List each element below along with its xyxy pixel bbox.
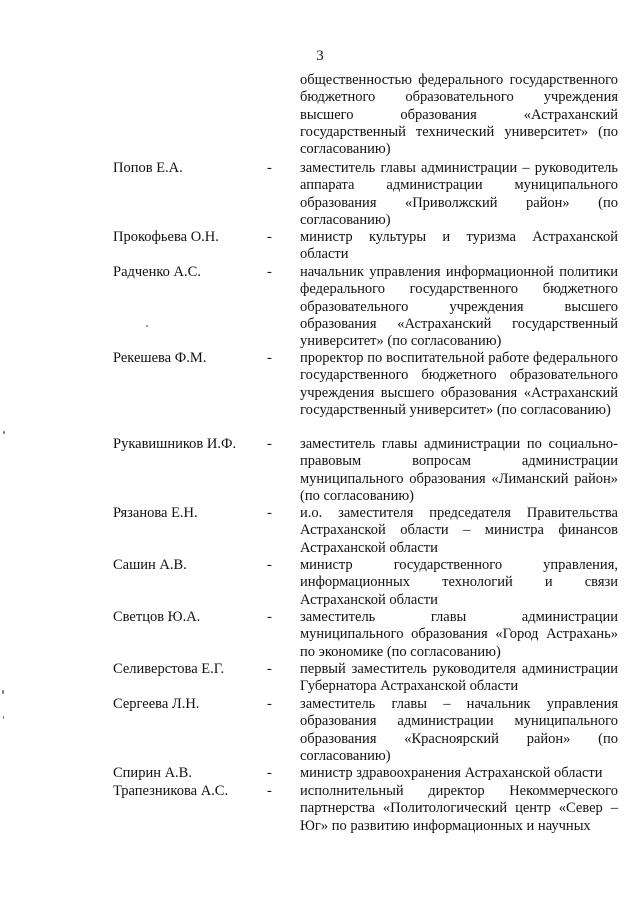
person-name: Рукавишников И.Ф.: [113, 436, 237, 452]
separator-dash: -: [267, 229, 272, 245]
separator-dash: -: [267, 696, 272, 712]
person-name: Рекешева Ф.М.: [113, 350, 207, 366]
position-description: заместитель главы – начальник управления образования администрации муниципального образования «Красноярский район» (по согласованию): [300, 696, 618, 764]
position-description: исполнительный директор Некоммерческого партнерства «Политологический центр «Север – Юг» по развитию информационных и научных: [300, 783, 618, 834]
person-name: Попов Е.А.: [113, 160, 183, 176]
separator-dash: -: [267, 783, 272, 799]
person-name: Сергеева Л.Н.: [113, 696, 200, 712]
scan-speck: [146, 325, 148, 327]
position-description: заместитель главы администрации – руководитель аппарата администрации муниципального образования «Приволжский район» (по согласованию): [300, 160, 618, 228]
position-description: министр культуры и туризма Астраханской области: [300, 229, 618, 263]
separator-dash: -: [267, 264, 272, 280]
position-description: министр государственного управления, информационных технологий и связи Астраханской области: [300, 557, 618, 608]
position-description: заместитель главы администрации муниципального образования «Город Астрахань» по экономике (по согласованию): [300, 609, 618, 660]
person-name: Селиверстова Е.Г.: [113, 661, 225, 677]
separator-dash: -: [267, 350, 272, 366]
person-name: Сашин А.В.: [113, 557, 187, 573]
position-description: первый заместитель руководителя администрации Губернатора Астраханской области: [300, 661, 618, 695]
scan-speck: [3, 716, 4, 719]
separator-dash: -: [267, 661, 272, 677]
continuation-text: общественностью федерального государственного бюджетного образовательного учреждения высшего образования «Астраханский государственный технический университет» (по согласованию): [300, 72, 618, 158]
page-number: 3: [316, 48, 324, 64]
separator-dash: -: [267, 436, 272, 452]
person-name: Трапезникова А.С.: [113, 783, 229, 799]
position-description: заместитель главы администрации по социально-правовым вопросам администрации муниципального образования «Лиманский район» (по согласованию): [300, 436, 618, 504]
person-name: Радченко А.С.: [113, 264, 201, 280]
separator-dash: -: [267, 557, 272, 573]
scan-speck: [3, 431, 5, 434]
person-name: Рязанова Е.Н.: [113, 505, 198, 521]
separator-dash: -: [267, 765, 272, 781]
person-name: Светцов Ю.А.: [113, 609, 201, 625]
person-name: Прокофьева О.Н.: [113, 229, 219, 245]
scan-speck: [2, 690, 4, 694]
position-description: министр здравоохранения Астраханской области: [300, 765, 603, 781]
separator-dash: -: [267, 609, 272, 625]
position-description: начальник управления информационной политики федерального государственного бюджетного образовательного учреждения высшего образования «Астраханский государственный университет» (по согласованию): [300, 264, 618, 350]
separator-dash: -: [267, 505, 272, 521]
separator-dash: -: [267, 160, 272, 176]
person-name: Спирин А.В.: [113, 765, 192, 781]
position-description: и.о. заместителя председателя Правительства Астраханской области – министра финансов Астраханской области: [300, 505, 618, 556]
position-description: проректор по воспитательной работе федерального государственного бюджетного образовательного учреждения высшего образования «Астраханский государственный университет» (по согласованию): [300, 350, 618, 418]
